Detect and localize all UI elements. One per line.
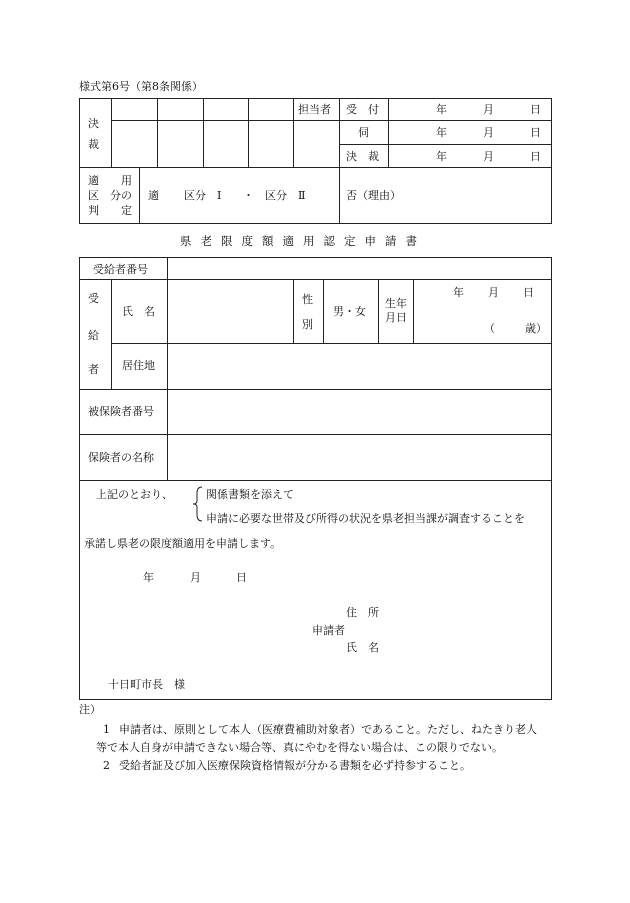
insurer-name-label: 保険者の名称 <box>88 451 154 464</box>
statement-day: 日 <box>236 571 247 584</box>
statement-month: 月 <box>190 571 201 584</box>
receipt-label: 受 付 <box>346 103 379 116</box>
recipient-number-label: 受給者番号 <box>93 263 148 276</box>
category-1-option: 区分 Ⅰ <box>184 189 222 202</box>
decision-year: 年 <box>436 150 447 163</box>
note-1-line-2: 等で本人自身が申請できない場合等、真にやむを得ない場合は、この限りでない。 <box>96 741 503 754</box>
receipt-year: 年 <box>436 103 447 116</box>
category-separator: ・ <box>243 189 254 202</box>
rejection-reason-label: 否（理由） <box>346 189 401 202</box>
gender-label-1: 性 <box>302 293 313 306</box>
name-label: 氏 名 <box>122 305 155 318</box>
category-2-option: 区分 Ⅱ <box>265 189 306 202</box>
statement-intro: 上記のとおり、 <box>96 488 173 501</box>
note-1-line-1: 申請者は、原則として本人（医療費補助対象者）であること。ただし、ねたきり老人 <box>119 723 537 736</box>
inquiry-month: 月 <box>483 126 494 139</box>
birthdate-label-2: 月日 <box>385 311 407 324</box>
applicant-label: 申請者 <box>312 624 345 637</box>
receipt-month: 月 <box>483 103 494 116</box>
appropriate-label: 適 <box>148 189 159 202</box>
recipient-label-2: 給 <box>88 329 99 342</box>
gender-label-2: 別 <box>302 318 313 331</box>
birth-year-label: 年 <box>453 286 464 299</box>
birthdate-label-1: 生年 <box>385 297 407 310</box>
statement-year: 年 <box>143 571 154 584</box>
gender-options: 男・女 <box>333 305 366 318</box>
decision-label: 決 裁 <box>346 150 379 163</box>
decision-day: 日 <box>530 150 541 163</box>
statement-option-1: 関係書類を添えて <box>206 488 294 501</box>
statement-option-2: 申請に必要な世帯及び所得の状況を県老担当課が調査することを <box>206 512 525 525</box>
insured-number-label: 被保険者番号 <box>88 405 154 418</box>
birth-month-label: 月 <box>488 286 499 299</box>
inquiry-label: 伺 <box>358 126 369 139</box>
age-close: 歳） <box>525 322 547 335</box>
note-2-number: 2 <box>103 759 110 772</box>
note-2-text: 受給者証及び加入医療保険資格情報が分かる書類を必ず持参すること。 <box>119 759 471 772</box>
receipt-day: 日 <box>530 103 541 116</box>
applicant-name-label: 氏 名 <box>346 641 379 654</box>
address-label: 居住地 <box>122 359 155 372</box>
decision-month: 月 <box>483 150 494 163</box>
inquiry-year: 年 <box>436 126 447 139</box>
page-title: 県老限度額適用認定申請書 <box>180 234 426 248</box>
applicability-label-line2: 区 分の <box>88 189 132 202</box>
recipient-label-3: 者 <box>88 363 99 376</box>
options-brace-icon <box>192 486 204 522</box>
note-1-number: 1 <box>103 723 110 736</box>
addressee: 十日町市長 様 <box>108 678 185 691</box>
statement-line-3: 承諾し県老の限度額適用を申請します。 <box>84 537 282 550</box>
applicant-address-label: 住 所 <box>346 606 379 619</box>
birth-day-label: 日 <box>523 286 534 299</box>
applicability-label-line1: 適 用 <box>88 174 132 187</box>
approval-label-1: 決 <box>88 117 99 130</box>
person-in-charge-label: 担当者 <box>298 103 331 116</box>
applicability-label-line3: 判 定 <box>88 204 132 217</box>
age-open: （ <box>484 322 495 335</box>
form-number: 様式第6号（第8条関係） <box>79 80 203 93</box>
inquiry-day: 日 <box>530 126 541 139</box>
notes-header: 注） <box>79 703 101 716</box>
recipient-label-1: 受 <box>88 292 99 305</box>
approval-label-2: 裁 <box>88 138 99 151</box>
